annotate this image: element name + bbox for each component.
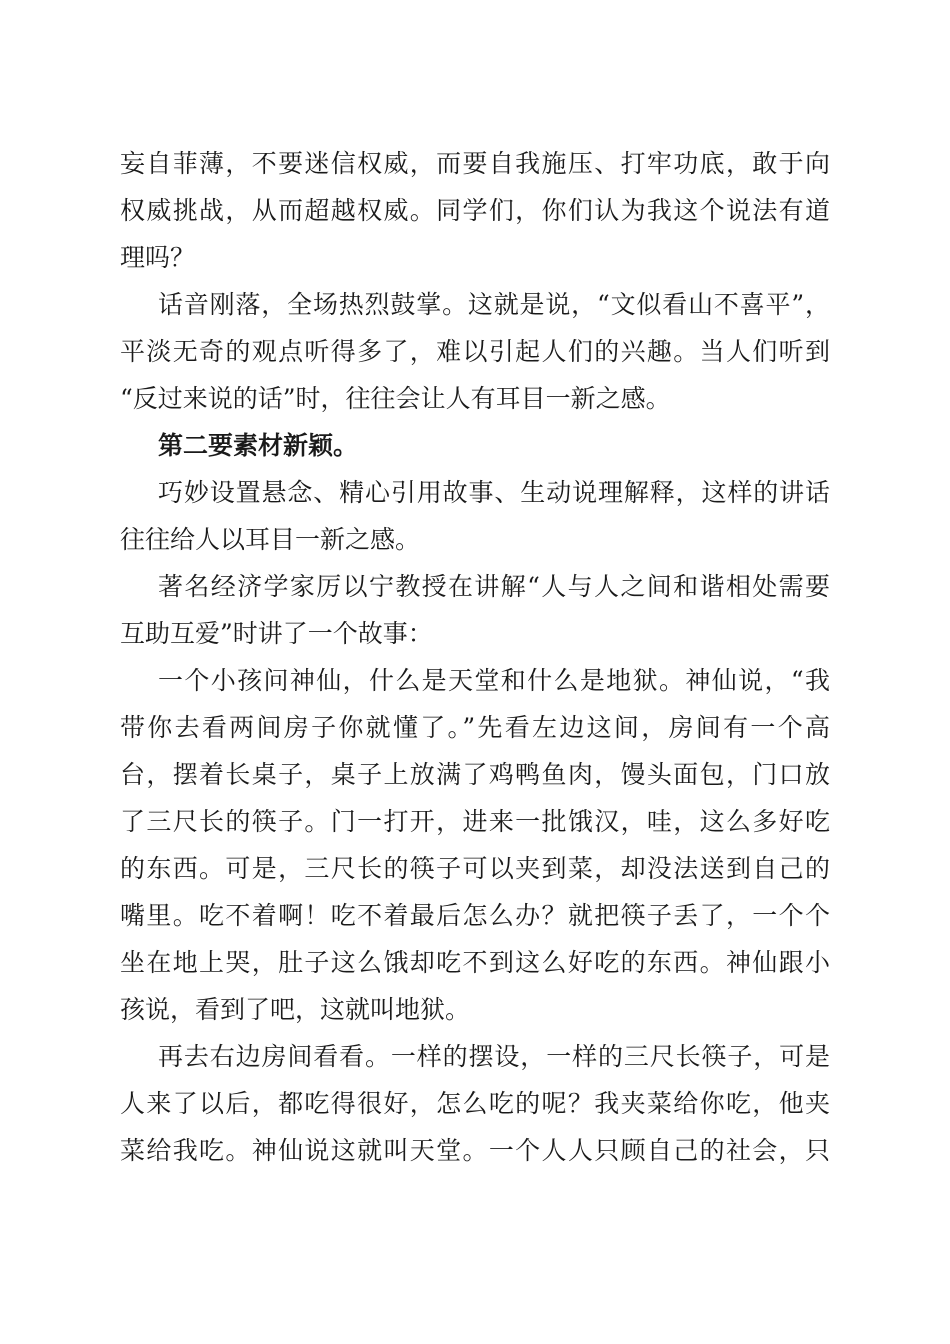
paragraph-first-line: 著名经济学家厉以宁教授在讲解“人与人之间和谐相处需要 (158, 572, 830, 601)
text-line: 妄自菲薄，不要迷信权威，而要自我施压、打牢功底，敢于向 (120, 149, 830, 178)
section-heading: 第二要素材新颖。 (158, 431, 359, 460)
text-line: 的东西。可是，三尺长的筷子可以夹到菜，却没法送到自己的 (120, 854, 830, 883)
paragraph-first-line: 话音刚落，全场热烈鼓掌。这就是说，“文似看山不喜平”， (158, 290, 830, 319)
paragraph-first-line: 巧妙设置悬念、精心引用故事、生动说理解释，这样的讲话 (158, 478, 830, 507)
body-text (120, 140, 830, 1174)
text-line: 平淡无奇的观点听得多了，难以引起人们的兴趣。当人们听到 (120, 337, 830, 366)
text-line: 人来了以后，都吃得很好，怎么吃的呢？我夹菜给你吃，他夹 (120, 1089, 830, 1118)
paragraph-first-line: 再去右边房间看看。一样的摆设，一样的三尺长筷子，可是 (158, 1042, 830, 1071)
text-line: “反过来说的话”时，往往会让人有耳目一新之感。 (120, 384, 671, 413)
text-line: 理吗？ (120, 243, 196, 272)
paragraph-first-line: 一个小孩问神仙，什么是天堂和什么是地狱。神仙说，“我 (158, 666, 830, 695)
text-line: 菜给我吃。神仙说这就叫天堂。一个人人只顾自己的社会，只 (120, 1136, 830, 1165)
text-line: 带你去看两间房子你就懂了。”先看左边这间，房间有一个高 (120, 713, 830, 742)
text-line: 了三尺长的筷子。门一打开，进来一批饿汉，哇，这么多好吃 (120, 807, 830, 836)
text-line: 坐在地上哭，肚子这么饿却吃不到这么好吃的东西。神仙跟小 (120, 948, 830, 977)
text-line: 互助互爱”时讲了一个故事： (120, 619, 433, 648)
text-line: 权威挑战，从而超越权威。同学们，你们认为我这个说法有道 (120, 196, 830, 225)
text-line: 往往给人以耳目一新之感。 (120, 525, 421, 554)
text-line: 孩说，看到了吧，这就叫地狱。 (120, 995, 471, 1024)
text-line: 台，摆着长桌子，桌子上放满了鸡鸭鱼肉，馒头面包，门口放 (120, 760, 830, 789)
text-line: 嘴里。吃不着啊！吃不着最后怎么办？就把筷子丢了，一个个 (120, 901, 830, 930)
